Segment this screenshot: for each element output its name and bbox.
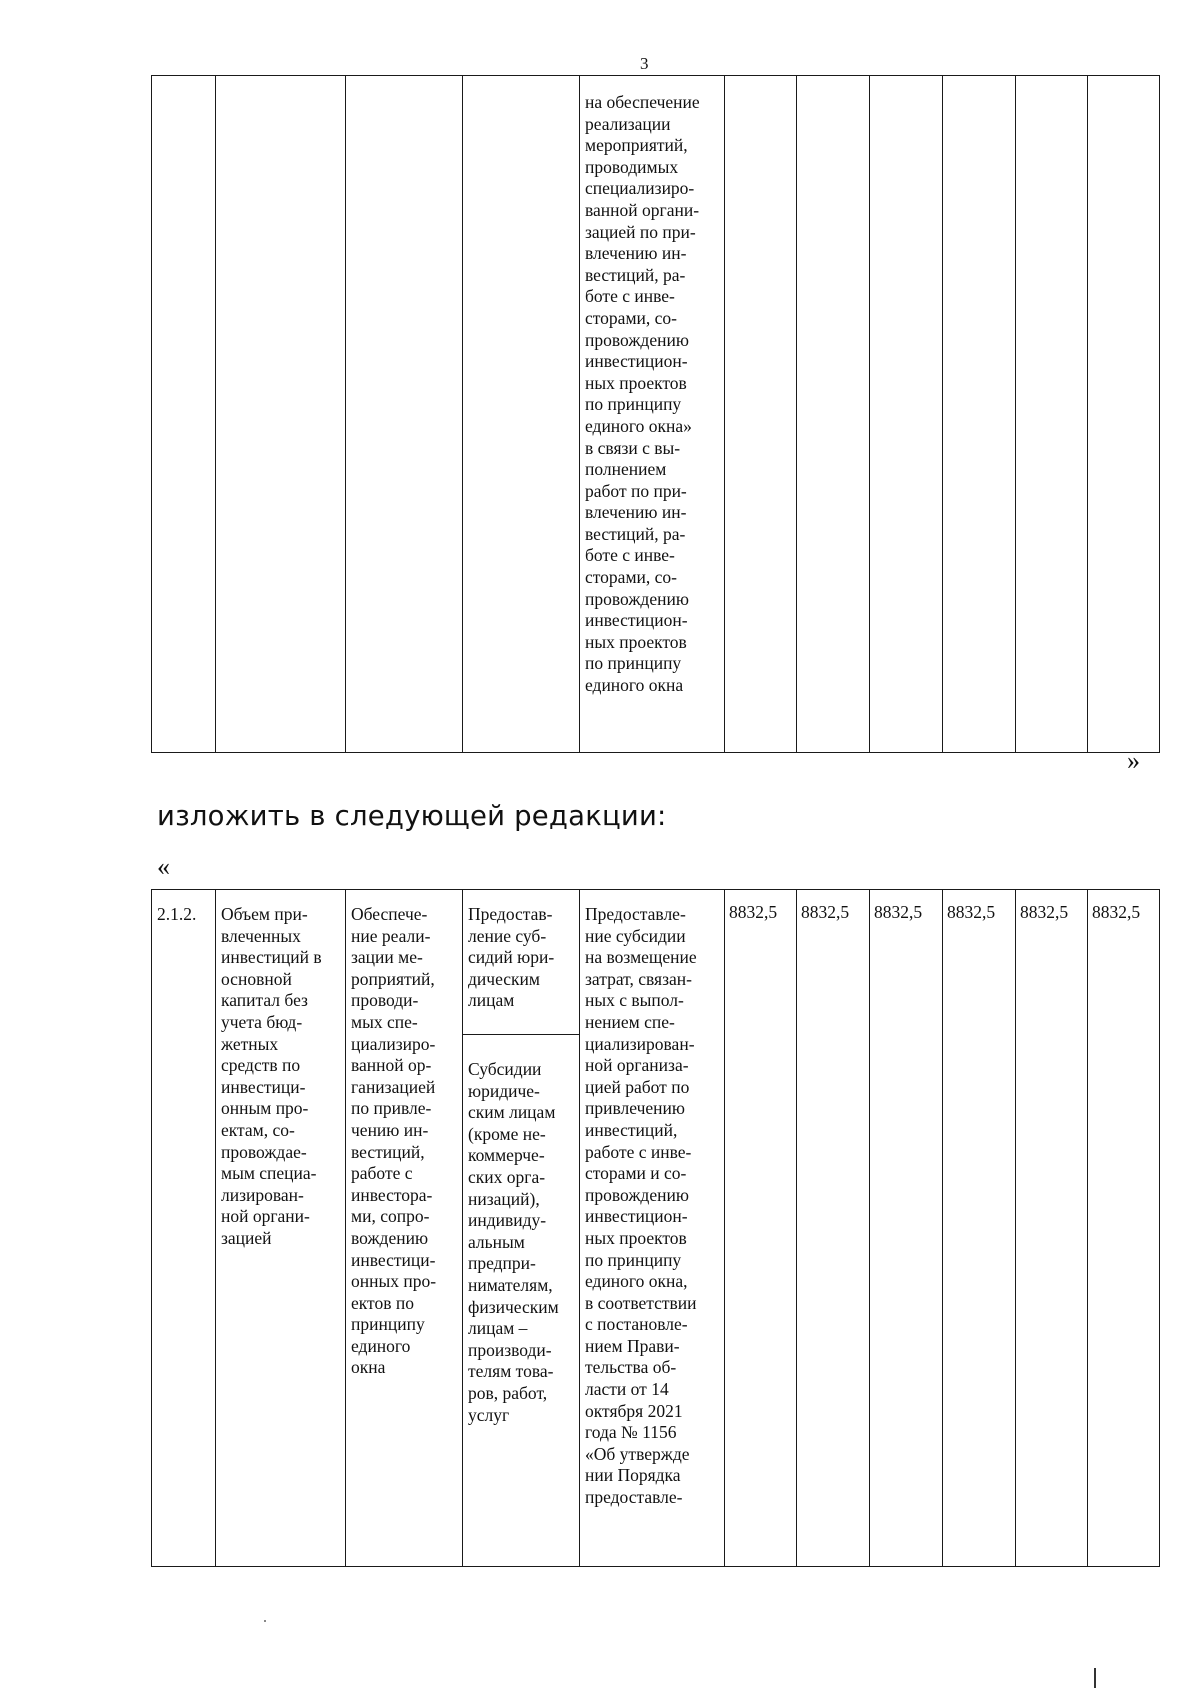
measure-cell (346, 890, 463, 1567)
value-cell (1088, 890, 1160, 1567)
row-number: 2.1.2. (157, 904, 197, 924)
type-bottom-text: Субсидии юридиче- ским лицам (кроме не- коммерче- ских орга- низаций), индивиду- альным предпри- нимателям, физическим лицам – производи- телям това- ров, работ, услуг (468, 1059, 559, 1425)
closing-quote: » (1127, 746, 1140, 775)
empty-cell (725, 76, 797, 753)
value: 8832,5 (874, 902, 923, 922)
page-number: 3 (640, 54, 649, 73)
value-cell (797, 890, 870, 1567)
value-cell (943, 890, 1016, 1567)
empty-cell (870, 76, 943, 753)
empty-cell (943, 76, 1016, 753)
type-cell (463, 890, 580, 1567)
new-table (151, 889, 1160, 1567)
value: 8832,5 (1092, 902, 1141, 922)
value: 8832,5 (1020, 902, 1069, 922)
description-cell (580, 76, 725, 753)
empty-cell (1016, 76, 1088, 753)
empty-cell (797, 76, 870, 753)
opening-quote: « (157, 852, 170, 881)
old-description-text: на обеспечение реализации мероприятий, проводимых специализиро- ванной органи- зацией по при- влечению ин- вестиций, ра- боте с инве- сторами, со- провождению инвестицион- ных проектов по принципу единого окна» в связи с вы- полнением работ по при- влечению ин- вестиций, ра- боте с инве- сторами, со- провождению инвестицион- ных проектов по принципу единого окна (585, 92, 700, 696)
value-cell (725, 890, 797, 1567)
scan-mark (1094, 1668, 1096, 1688)
value: 8832,5 (729, 902, 778, 922)
empty-cell (346, 76, 463, 753)
indicator-text: Объем при- влеченных инвестиций в основной капитал без учета бюд- жетных средств по инвестици- онным про- ектам, со- провождае- мым специа- лизирован- ной органи- зацией (221, 904, 322, 1248)
value-cell (1016, 890, 1088, 1567)
empty-cell (216, 76, 346, 753)
empty-cell (152, 76, 216, 753)
description-cell (580, 890, 725, 1567)
description-text: Предоставле- ние субсидии на возмещение затрат, связан- ных с выпол- нением спе- циализирован- ной организа- цией работ по привлечению инвестиций, работе с инве- сторами и со- провождению инвестицион- ных проектов по принципу единого окна, в соответствии с постановле- нием Прави- тельства об- ласти от 14 октября 2021 года № 1156 «Об утвержде нии Порядка предоставле- (585, 904, 697, 1508)
previous-table-fragment (151, 75, 1160, 753)
value: 8832,5 (801, 902, 850, 922)
heading: изложить в следующей редакции: (157, 800, 667, 832)
scan-speck (264, 1620, 266, 1622)
measure-text: Обеспече- ние реали- зации ме- роприятий, проводи- мых спе- циализиро- ванной ор- ганизацией по привле- чению ин- вестиций, работе с инвестора- ми, сопро- вождению инвестици- онных про- ектов по принципу единого окна (351, 904, 437, 1378)
row-number-cell (152, 890, 216, 1567)
value-cell (870, 890, 943, 1567)
indicator-cell (216, 890, 346, 1567)
empty-cell (1088, 76, 1160, 753)
value: 8832,5 (947, 902, 996, 922)
empty-cell (463, 76, 580, 753)
type-top-text: Предостав- ление суб- сидий юри- дическим лицам (468, 904, 555, 1011)
